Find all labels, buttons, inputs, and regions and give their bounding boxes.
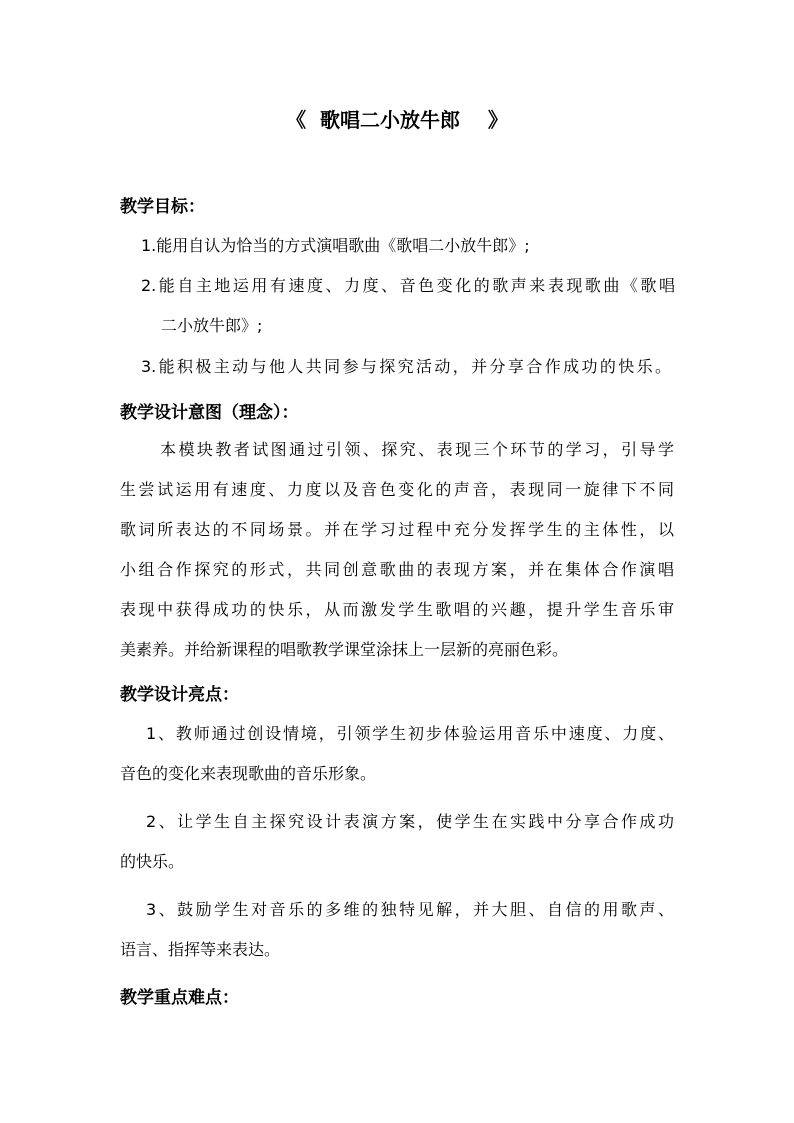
intent-line-5: 表现中获得成功的快乐，从而激发学生歌唱的兴趣，提升学生音乐审 (120, 600, 674, 619)
intent-line-6: 美素养。并给新课程的唱歌教学课堂涂抹上一层新的亮丽色彩。 (120, 640, 569, 659)
page-title: 《 歌唱二小放牛郎 》 (286, 108, 508, 132)
intent-heading: 教学设计意图（理念）： (120, 403, 299, 423)
intent-line-2: 生尝试运用有速度、力度以及音色变化的声音，表现同一旋律下不同 (120, 480, 674, 499)
highlights-heading: 教学设计亮点： (120, 685, 239, 705)
highlight-2-line-1: 2、让学生自主探究设计表演方案，使学生在实践中分享合作成功 (146, 812, 674, 831)
intent-line-1: 本模块教者试图通过引领、探究、表现三个环节的学习，引导学 (160, 440, 674, 459)
highlight-3-line-2: 语言、指挥等来表达。 (120, 940, 281, 959)
highlight-1-line-1: 1、教师通过创设情境，引领学生初步体验运用音乐中速度、力度、 (146, 724, 674, 743)
intent-line-4: 小组合作探究的形式，共同创意歌曲的表现方案，并在集体合作演唱 (120, 560, 674, 579)
objectives-heading: 教学目标： (120, 197, 205, 217)
highlight-3-line-1: 3、鼓励学生对音乐的多维的独特见解，并大胆、自信的用歌声、 (146, 900, 674, 919)
objective-item-3: 3.能积极主动与他人共同参与探究活动，并分享合作成功的快乐。 (141, 357, 671, 376)
highlight-2-line-2: 的快乐。 (120, 852, 185, 871)
difficulties-heading: 教学重点难点： (120, 988, 239, 1008)
highlight-1-line-2: 音色的变化来表现歌曲的音乐形象。 (120, 764, 377, 783)
objective-item-2-line-2: 二小放牛郎》; (161, 316, 263, 335)
objective-item-1: 1.能用自认为恰当的方式演唱歌曲《歌唱二小放牛郎》; (141, 236, 530, 255)
objective-item-2-line-1: 2.能自主地运用有速度、力度、音色变化的歌声来表现歌曲《歌唱 (141, 276, 675, 295)
intent-line-3: 歌词所表达的不同场景。并在学习过程中充分发挥学生的主体性，以 (120, 520, 674, 539)
